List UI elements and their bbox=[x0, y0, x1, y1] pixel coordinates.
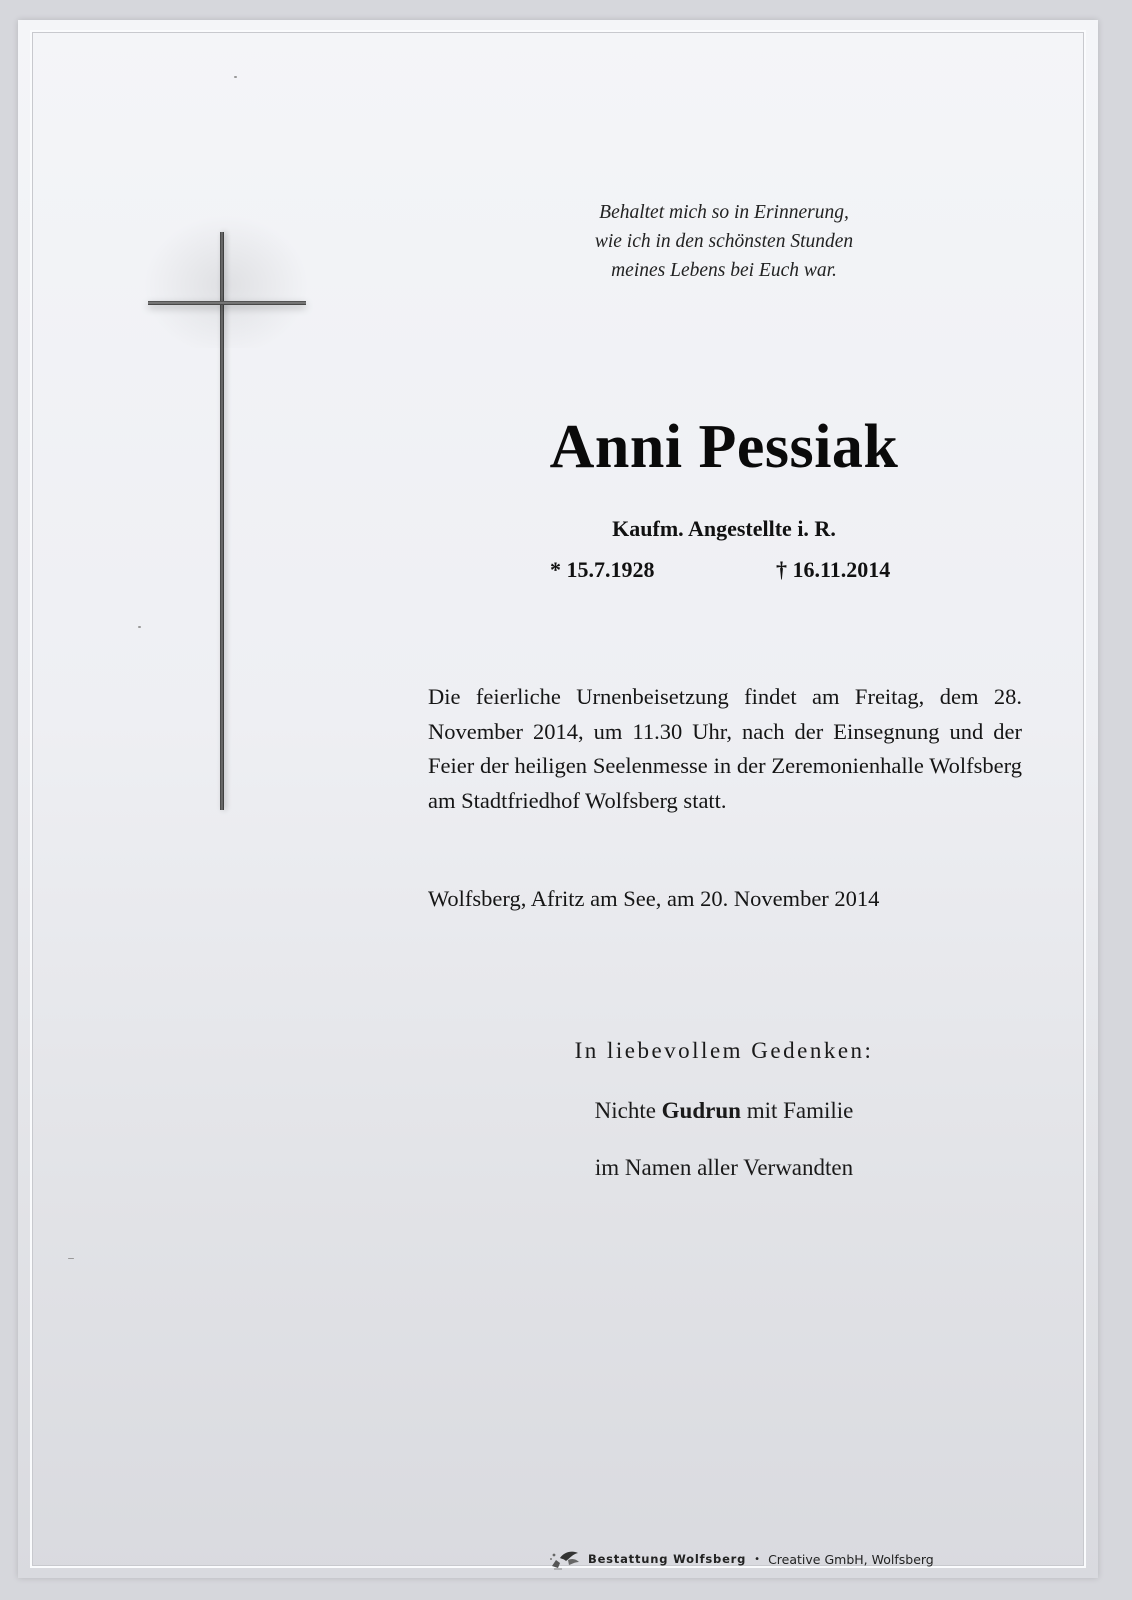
deceased-name: Anni Pessiak bbox=[549, 413, 899, 481]
ceremony-announcement: Die feierliche Urnenbeisetzung findet am Freitag, dem 28. November 2014, um 11.30 Uhr, nach der Einsegnung und der Feier der heiligen Seelenmesse in der Zeremonienhalle Wolfsberg am Stadtfriedhof Wolfsberg statt. bbox=[428, 684, 1022, 813]
closing-phrase: In liebevollem Gedenken: bbox=[574, 1038, 874, 1063]
funeral-home-company: Creative GmbH, Wolfsberg bbox=[768, 1551, 934, 1567]
memorial-quote bbox=[524, 198, 924, 285]
quote-line: meines Lebens bei Euch war. bbox=[611, 260, 837, 281]
cross-horizontal-beam bbox=[148, 301, 306, 305]
footer-separator: • bbox=[754, 1553, 761, 1565]
obituary-sheet bbox=[18, 20, 1098, 1578]
family-prefix: Nichte bbox=[594, 1098, 656, 1123]
cross-vertical-beam bbox=[220, 232, 224, 810]
death-date: † 16.11.2014 bbox=[776, 557, 891, 582]
place-and-date: Wolfsberg, Afritz am See, am 20. November 2014 bbox=[428, 886, 880, 911]
cross-shadow bbox=[136, 208, 316, 348]
cross-icon bbox=[126, 208, 306, 822]
speck bbox=[234, 76, 237, 78]
life-dates bbox=[18, 557, 1098, 587]
speck bbox=[68, 1258, 74, 1259]
mourner-relatives: im Namen aller Verwandten bbox=[594, 1155, 854, 1180]
quote-line: Behaltet mich so in Erinnerung, bbox=[599, 202, 849, 223]
family-suffix: mit Familie bbox=[746, 1098, 854, 1123]
deceased-occupation: Kaufm. Angestellte i. R. bbox=[612, 516, 836, 541]
funeral-home-brand: Bestattung Wolfsberg bbox=[588, 1552, 747, 1566]
mourner-family bbox=[474, 1098, 974, 1124]
funeral-home-footer bbox=[548, 1546, 934, 1572]
quote-line: wie ich in den schönsten Stunden bbox=[594, 231, 854, 252]
family-name: Gudrun bbox=[661, 1098, 741, 1123]
bird-logo-icon bbox=[548, 1546, 582, 1572]
birth-date: * 15.7.1928 bbox=[550, 557, 655, 582]
